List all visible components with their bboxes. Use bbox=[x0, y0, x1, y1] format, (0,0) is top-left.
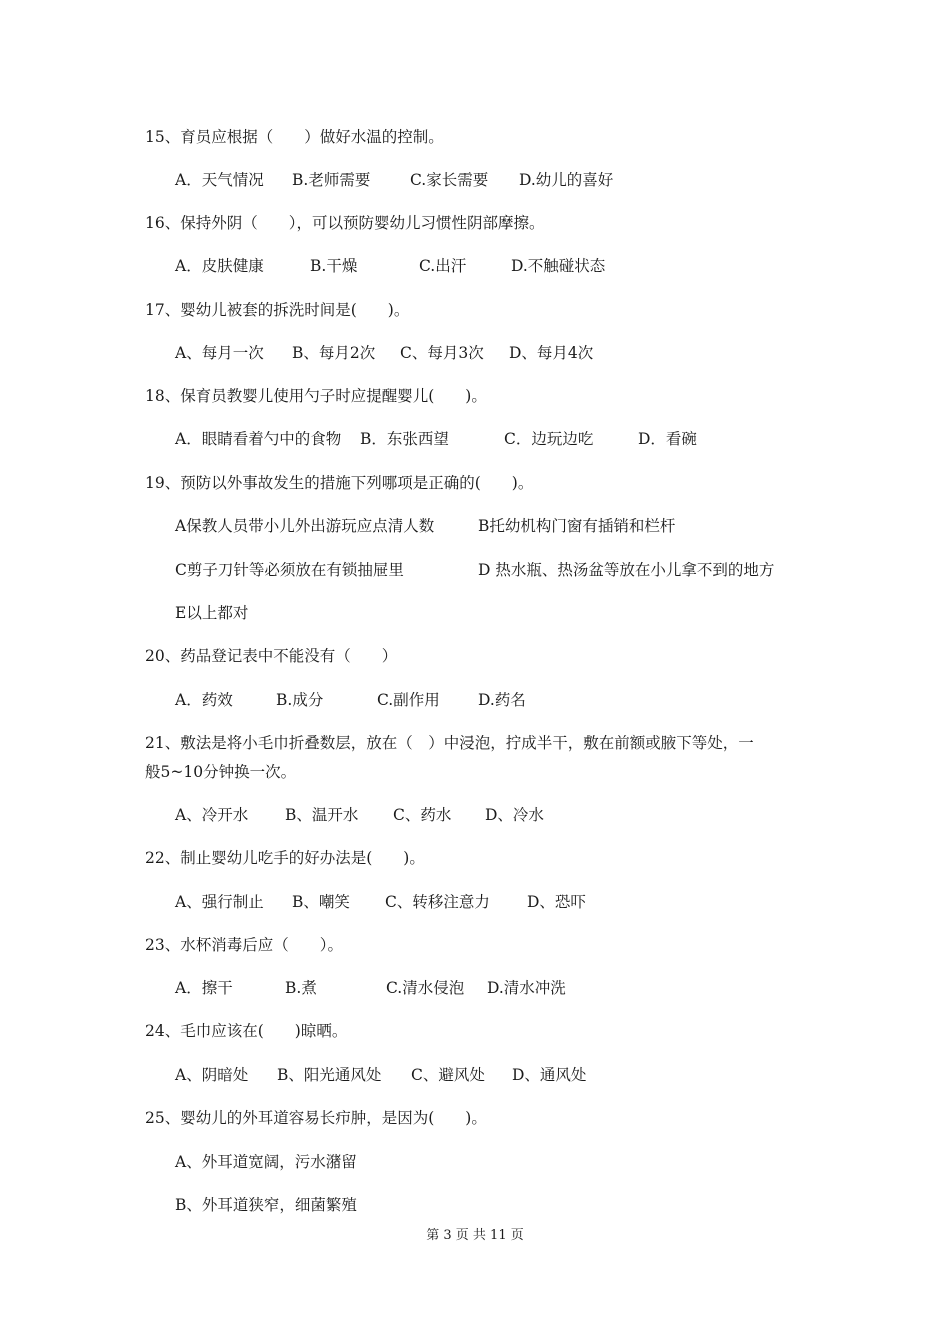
question-16-stem: 16、保持外阴（ ），可以预防婴幼儿习惯性阴部摩擦。 bbox=[145, 214, 545, 232]
question-22-stem: 22、制止婴幼儿吃手的好办法是( )。 bbox=[145, 849, 425, 867]
question-19-options-row1 bbox=[175, 516, 675, 536]
q15-option-d: D.幼儿的喜好 bbox=[519, 171, 614, 189]
q24-option-d: D、通风处 bbox=[512, 1066, 587, 1084]
q19-option-e: E以上都对 bbox=[175, 604, 249, 622]
question-25-stem: 25、婴幼儿的外耳道容易长疖肿，是因为( )。 bbox=[145, 1109, 487, 1127]
page-number-footer: 第 3 页 共 11 页 bbox=[426, 1228, 524, 1243]
q25-option-b: B、外耳道狭窄，细菌繁殖 bbox=[175, 1196, 357, 1214]
question-20-options bbox=[175, 690, 526, 710]
q17-option-d: D、每月4次 bbox=[509, 344, 594, 362]
q19-option-d: D 热水瓶、热汤盆等放在小儿拿不到的地方 bbox=[478, 561, 775, 579]
question-15-options bbox=[175, 170, 613, 190]
q24-option-a: A、阴暗处 bbox=[175, 1066, 249, 1084]
question-24-stem: 24、毛巾应该在( )晾晒。 bbox=[145, 1022, 348, 1040]
q23-option-c: C.清水侵泡 bbox=[386, 979, 465, 997]
q25-option-a: A、外耳道宽阔，污水潴留 bbox=[175, 1153, 357, 1171]
question-19-stem: 19、预防以外事故发生的措施下列哪项是正确的( )。 bbox=[145, 474, 534, 492]
q22-option-c: C、转移注意力 bbox=[385, 893, 490, 911]
question-19-options-row2 bbox=[175, 560, 774, 580]
question-18-stem: 18、保育员教婴儿使用勺子时应提醒婴儿( )。 bbox=[145, 387, 487, 405]
q18-option-c: C．边玩边吃 bbox=[504, 430, 594, 448]
q20-option-c: C.副作用 bbox=[377, 691, 440, 709]
question-21-stem-line1: 21、敷法是将小毛巾折叠数层，放在（ ）中浸泡，拧成半干，敷在前额或腋下等处，一 bbox=[145, 734, 754, 752]
q16-option-b: B.干燥 bbox=[310, 257, 358, 275]
q22-option-a: A、强行制止 bbox=[175, 893, 264, 911]
q19-option-b: B托幼机构门窗有插销和栏杆 bbox=[478, 517, 676, 535]
question-24-options bbox=[175, 1065, 586, 1085]
q21-option-d: D、冷水 bbox=[485, 806, 544, 824]
q16-option-d: D.不触碰状态 bbox=[511, 257, 606, 275]
question-21-options bbox=[175, 805, 544, 825]
q20-option-d: D.药名 bbox=[478, 691, 526, 709]
q18-option-d: D．看碗 bbox=[638, 430, 697, 448]
q21-option-a: A、冷开水 bbox=[175, 806, 249, 824]
question-18-options bbox=[175, 429, 697, 449]
q17-option-b: B、每月2次 bbox=[292, 344, 376, 362]
q23-option-d: D.清水冲洗 bbox=[487, 979, 566, 997]
question-16-options bbox=[175, 256, 605, 276]
q19-option-a: A保教人员带小儿外出游玩应点清人数 bbox=[175, 517, 435, 535]
question-20-stem: 20、药品登记表中不能没有（ ） bbox=[145, 647, 398, 665]
q15-option-a: A．天气情况 bbox=[175, 171, 264, 189]
q17-option-c: C、每月3次 bbox=[400, 344, 484, 362]
q17-option-a: A、每月一次 bbox=[175, 344, 264, 362]
question-15-stem: 15、育员应根据（ ）做好水温的控制。 bbox=[145, 128, 444, 146]
q21-option-b: B、温开水 bbox=[285, 806, 359, 824]
q22-option-d: D、恐吓 bbox=[527, 893, 586, 911]
q16-option-a: A．皮肤健康 bbox=[175, 257, 264, 275]
q23-option-a: A．擦干 bbox=[175, 979, 233, 997]
q15-option-c: C.家长需要 bbox=[410, 171, 489, 189]
q19-option-c: C剪子刀针等必须放在有锁抽屉里 bbox=[175, 561, 404, 579]
q22-option-b: B、嘲笑 bbox=[292, 893, 350, 911]
q20-option-b: B.成分 bbox=[276, 691, 324, 709]
q21-option-c: C、药水 bbox=[393, 806, 452, 824]
q23-option-b: B.煮 bbox=[285, 979, 317, 997]
q18-option-a: A．眼睛看着勺中的食物 bbox=[175, 430, 342, 448]
q24-option-c: C、避风处 bbox=[411, 1066, 485, 1084]
question-21-stem-line2: 般5~10分钟换一次。 bbox=[145, 763, 297, 781]
q20-option-a: A．药效 bbox=[175, 691, 233, 709]
question-23-stem: 23、水杯消毒后应（ ）。 bbox=[145, 936, 343, 954]
question-22-options bbox=[175, 892, 586, 912]
q15-option-b: B.老师需要 bbox=[292, 171, 371, 189]
q18-option-b: B．东张西望 bbox=[360, 430, 449, 448]
question-23-options bbox=[175, 978, 566, 998]
question-17-stem: 17、婴幼儿被套的拆洗时间是( )。 bbox=[145, 301, 410, 319]
question-17-options bbox=[175, 343, 593, 363]
q24-option-b: B、阳光通风处 bbox=[277, 1066, 382, 1084]
q16-option-c: C.出汗 bbox=[419, 257, 467, 275]
